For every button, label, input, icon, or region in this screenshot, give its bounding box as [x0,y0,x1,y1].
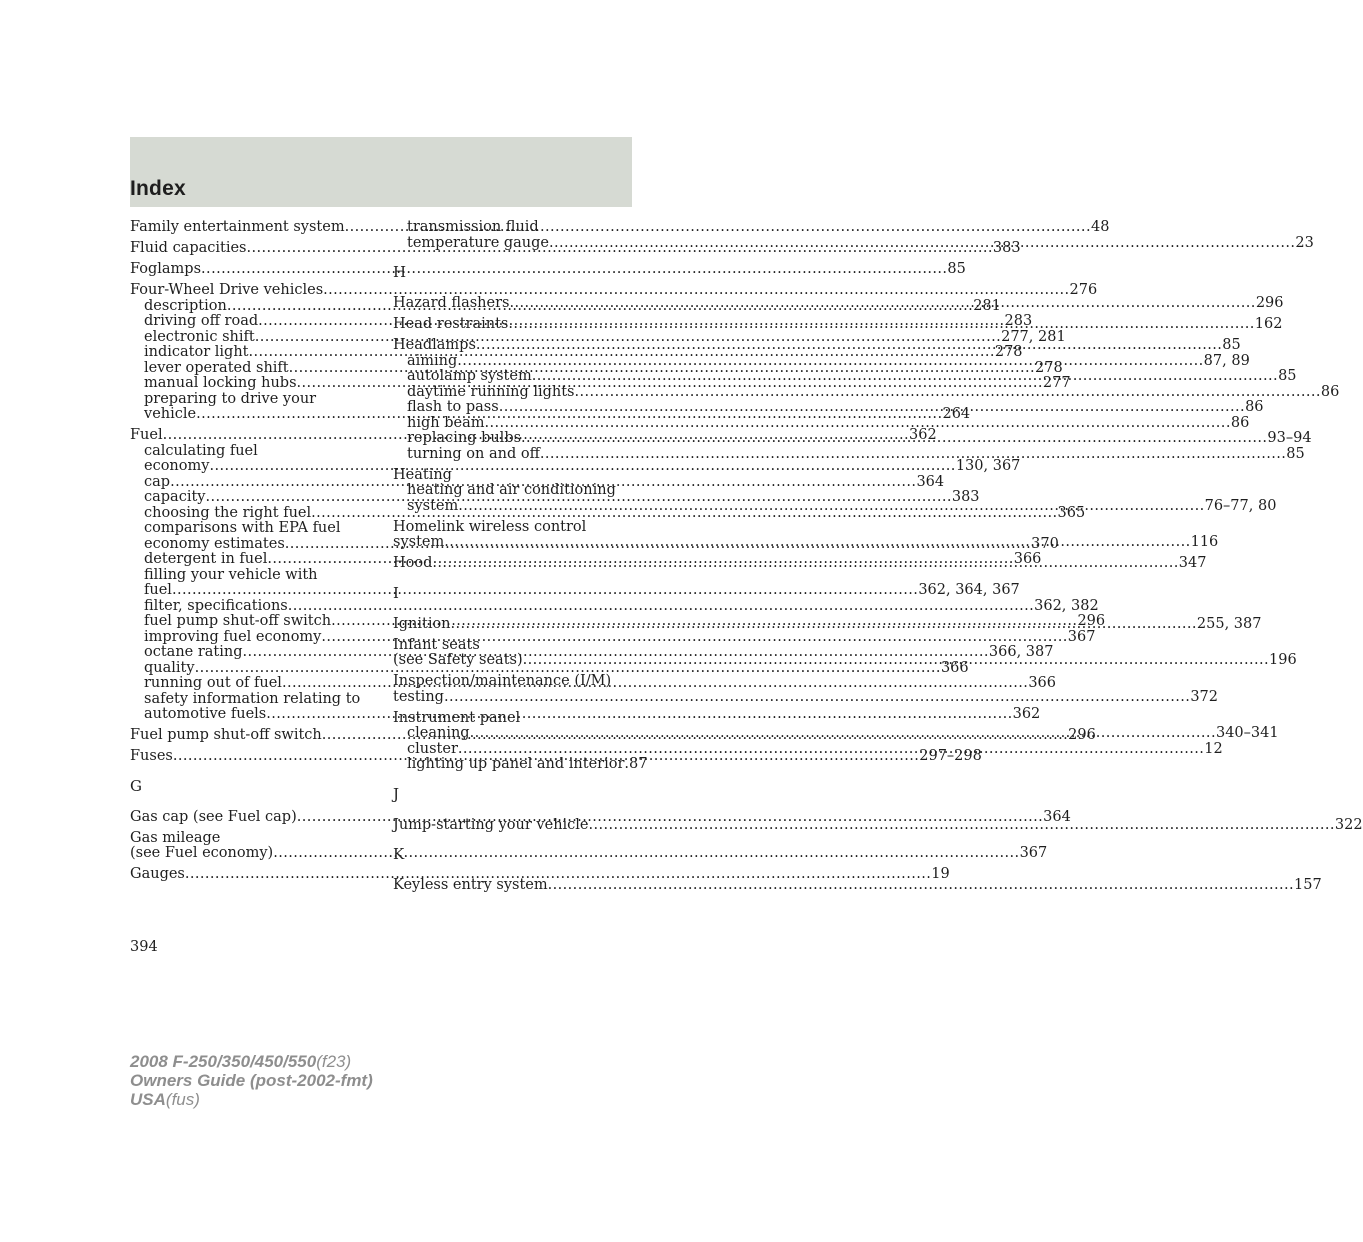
dot-leader [444,690,1190,706]
dot-leader [523,653,1269,669]
entry-text: indicator light [144,344,249,360]
index-subentry-line [130,568,368,584]
dot-leader [499,400,1245,416]
index-subentry-line [393,756,648,773]
index-entry-line [130,282,1098,299]
entry-text: quality [144,659,195,676]
entry-text: detergent in fuel [144,551,268,567]
page-reference: 276 [1069,282,1098,298]
entry-text: Fuel pump shut-off switch [130,727,322,743]
entry-text: choosing the right fuel [144,504,312,521]
index-entry-line [393,877,1322,894]
page-reference: 85 [1286,445,1305,462]
entry-text: octane rating [144,644,243,660]
page-reference: 264 [942,406,971,422]
page-reference: 366 [1013,551,1042,567]
footer-line-1: 2008 F-250/350/450/550(f23) [130,1052,352,1071]
index-entry-line [393,638,631,654]
index-entry [130,866,950,883]
index-subentry-line [130,692,368,708]
entry-text: Infant seats [393,636,480,653]
page-reference: 76–77, 80 [1204,497,1277,514]
index-subentry-line [393,483,631,499]
entry-text: Jump-starting your vehicle [393,816,589,833]
entry-text: Heating [393,466,452,483]
entry-text: driving off road [144,313,259,329]
entry-text: replacing bulbs [407,430,522,446]
entry-text: Headlamps [393,337,476,353]
entry-text: Fluid capacities [130,240,247,256]
page-reference: 86 [1230,414,1250,431]
index-entry-line [130,831,368,847]
page-reference: 296 [1068,727,1096,743]
entry-text: filling your vehicle with [144,566,318,583]
footer-line-2: Owners Guide (post-2002-fmt) [130,1071,373,1090]
index-section-letter: I [393,583,399,602]
page-reference: 278 [1035,359,1063,376]
entry-text: Fuel [130,427,163,443]
page-reference: 130, 367 [955,458,1021,474]
entry-text: safety information relating to [144,690,361,707]
dot-leader [509,296,1255,312]
entry-text: lighting up panel and interior [407,756,625,772]
entry-text: Homelink wireless control [393,518,587,535]
page-reference: 277, 281 [1001,328,1066,345]
entry-text: description [144,297,227,314]
page-reference: 347 [1178,555,1207,571]
page-reference: 12 [1204,740,1223,757]
page-reference: 370 [1031,535,1059,552]
entry-text: improving fuel economy [144,628,322,645]
entry-text: fuel [144,582,172,598]
index-entry-line [393,468,631,484]
entry-text: system [407,497,459,514]
entry-text: testing [393,688,444,705]
entry-text: Keyless entry system [393,877,548,893]
page-reference: 366 [940,659,969,676]
page-reference: 283 [1004,313,1033,329]
dot-leader [451,617,1197,633]
entry-text: temperature gauge [407,234,550,251]
index-entry-line [393,520,631,536]
entry-text: cluster [407,740,458,757]
page-reference: 367 [1067,628,1096,645]
page-reference: 162 [1254,316,1283,332]
page-reference: 86 [1245,399,1264,415]
entry-text: Hazard flashers [393,295,510,311]
page-reference: 255, 387 [1196,615,1262,632]
page-reference: 340–341 [1215,725,1279,741]
entry-text: Ignition [393,615,451,632]
page-reference: 367 [1019,845,1048,861]
entry-text: running out of fuel [144,675,282,691]
page-reference: 278 [994,344,1023,360]
page-reference: 85 [1222,337,1241,353]
entry-text: lever operated shift [144,359,289,376]
index-section-letter: K [393,845,405,863]
page-reference: 86 [1320,383,1340,400]
entry-text: heating and air conditioning [407,482,616,498]
dot-leader [589,818,1335,834]
entry-text: cap [144,473,171,490]
dot-leader [444,535,1190,551]
page-reference: 366, 387 [988,644,1054,660]
entry-text: high beam [407,414,485,431]
entry-text: daytime running lights [407,383,575,400]
page-title: Index [130,177,186,200]
dot-leader [508,317,1254,333]
dot-leader [540,447,1286,463]
index-entry-line [130,845,1048,862]
index-entry-line [393,688,1218,706]
index-subentry-line [130,444,368,460]
page-reference: 322 [1334,816,1363,833]
page-reference: 372 [1190,688,1218,705]
dot-leader [470,726,1216,742]
entry-text: Four-Wheel Drive vehicles [130,282,324,298]
dot-leader [575,385,1321,401]
page-reference: 383 [951,489,980,505]
page-reference: 296 [1077,613,1106,629]
entry-text: economy estimates [144,535,285,552]
page-reference: 364 [1043,808,1071,825]
index-subentry-line [130,521,368,537]
page-reference: 85 [1278,368,1297,384]
dot-leader [458,499,1204,515]
page-number: 394 [130,939,158,955]
entry-text: electronic shift [144,328,255,345]
header-band [130,137,632,207]
index-section-letter: J [393,784,400,803]
entry-text: Head restraints [393,316,509,332]
dot-leader [532,369,1278,385]
index-subentry-line [130,582,1020,599]
dot-leader [484,416,1230,432]
dot-leader [458,742,1204,758]
entry-text: capacity [144,489,206,505]
page-reference: 196 [1269,652,1297,668]
page-reference: 297–298 [919,748,982,764]
entry-text: comparisons with EPA fuel [144,520,341,536]
page-reference: 19 [931,866,950,882]
page-reference: 383 [992,240,1021,256]
entry-text: flash to pass [407,399,499,415]
page-reference: 87, 89 [1203,352,1250,369]
dot-leader [266,707,1012,723]
page-reference: .87 [624,756,648,772]
entry-text: turning on and off [407,445,540,462]
index-entry-line [393,674,631,690]
entry-text: Gas cap (see Fuel cap) [130,808,297,825]
dot-leader [521,431,1267,447]
entry-text: Family entertainment system [130,219,345,235]
index-entry-line [393,711,631,727]
page-reference: 366 [1028,675,1057,691]
index-subentry-line [130,392,368,408]
page-reference: 85 [947,261,966,277]
index-section-letter: H [393,263,407,281]
entry-text: fuel pump shut-off switch [144,613,332,629]
entry-text: aiming [407,352,458,369]
page-reference: 365 [1057,504,1086,521]
dot-leader [457,354,1203,370]
page-reference: 362, 382 [1034,597,1099,614]
page-reference: 23 [1295,234,1314,251]
entry-text: Fuses [130,748,173,764]
index-subentry-line [393,220,631,236]
entry-text: calculating fuel [144,442,258,459]
index-section-letter: G [130,776,142,795]
document-footer [130,1052,373,1109]
entry-text: economy [144,458,210,474]
entry-text: (see Safety seats) [393,652,523,668]
entry-text: autolamp system [407,368,532,384]
entry-text: Hood [393,555,433,571]
index-entry [393,877,1322,894]
page-reference: 157 [1294,877,1322,893]
entry-text: Gauges [130,866,185,882]
page-reference: 277 [1042,375,1071,391]
entry-text: (see Fuel economy) [130,845,274,861]
index-entry-line [130,866,950,883]
entry-text: Gas mileage [130,829,221,846]
page-reference: 116 [1190,534,1219,550]
page-reference: 296 [1255,295,1284,311]
index-entry-line [130,261,966,278]
dot-leader [273,846,1019,862]
index-subentry-line [130,597,1099,615]
page-reference: 281 [973,297,1001,314]
index-entry [130,829,1048,862]
dot-leader [476,338,1222,354]
entry-text: Instrument panel [393,709,521,726]
dot-leader [432,556,1178,572]
page-reference: 362 [909,427,937,443]
entry-text: filter, specifications [144,597,288,614]
entry-text: Inspection/maintenance (I/M) [393,673,612,689]
entry-text: automotive fuels [144,706,267,722]
page-reference: 364 [916,473,945,490]
page-reference: 48 [1090,219,1110,235]
entry-text: vehicle [144,406,197,422]
page-reference: 362 [1012,706,1041,722]
entry-text: manual locking hubs [144,375,297,391]
footer-line-3: USA(fus) [130,1090,200,1109]
dot-leader [548,878,1294,894]
index-entry [130,261,966,278]
index-subentry-line [393,445,1305,463]
entry-text: system [393,534,445,550]
entry-text: Foglamps [130,261,202,277]
dot-leader [549,236,1295,252]
entry-text: transmission fluid [407,219,539,235]
page-reference: 362, 364, 367 [918,582,1020,598]
entry-text: preparing to drive your [144,390,317,407]
page-reference: 93–94 [1267,430,1312,446]
entry-text: cleaning [407,725,470,741]
